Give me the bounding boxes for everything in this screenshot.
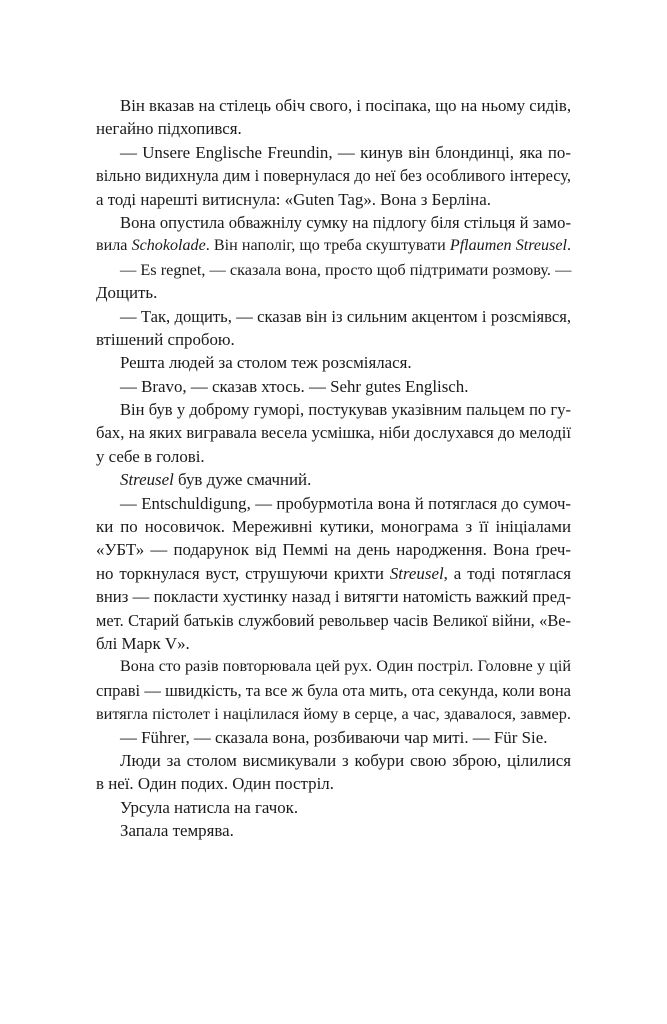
text-line: втішений спробою.	[96, 329, 235, 349]
text-span: , а тоді потяглася	[443, 563, 571, 583]
italic-text: Pflaumen Streusel	[449, 237, 567, 255]
text-line	[96, 562, 571, 585]
text-line: мет. Старий батьків службовий револьвер часів Великої війни, «Ве-	[96, 610, 571, 630]
text-line: — Entschuldigung, — пробурмотіла вона й потяглася до сумоч-	[120, 493, 571, 513]
text-line: — Es regnet, — сказала вона, просто щоб підтримати розмову. —	[120, 259, 572, 279]
text-line: в неї. Один подих. Один постріл.	[96, 774, 334, 794]
italic-text: Streusel	[120, 470, 174, 490]
text-line	[96, 234, 571, 257]
text-line: Люди за столом висмикували з кобури свою зброю, цілилися	[120, 750, 571, 770]
text-line: Вона опустила обважнілу сумку на підлогу біля стільця й замо-	[120, 212, 571, 232]
book-page	[96, 94, 571, 843]
text-line: Урсула натисла на гачок.	[120, 797, 299, 817]
text-line: у себе в голові.	[96, 446, 205, 466]
text-line: вільно видихнула дим і повернулася до неї без особливого інтересу,	[96, 166, 571, 186]
italic-text: Schokolade	[131, 237, 206, 255]
text-line	[96, 468, 571, 491]
text-line: Решта людей за столом теж розсміялася.	[120, 353, 412, 373]
text-line: Він вказав на стілець обіч свого, і посіпака, що на ньому сидів,	[120, 96, 572, 115]
text-line: Він був у доброму гуморі, постукував указівним пальцем по гу-	[120, 400, 571, 420]
text-line: — Так, дощить, — сказав він із сильним акцентом і розсміявся,	[120, 306, 571, 326]
text-span: .	[566, 237, 571, 255]
text-span: був дуже смачний.	[173, 470, 312, 490]
text-line: Дощить.	[96, 283, 158, 303]
text-line: Запала темрява.	[120, 821, 234, 841]
text-line: Вона сто разів повторювала цей рух. Один постріл. Головне у цій	[120, 658, 571, 676]
text-line: вниз — покласти хустинку назад і витягти натомість важкий пред-	[96, 587, 571, 607]
text-line: а тоді нарешті витиснула: «Guten Tag». Вона з Берліна.	[96, 189, 491, 209]
text-line: ки по носовичок. Мереживні кутики, монограма з її ініціалами	[96, 517, 571, 537]
text-line: справі — швидкість, та все ж була ота мить, ота секунда, коли вона	[96, 680, 571, 700]
text-line: витягла пістолет і націлилася йому в серце, а час, здавалося, завмер.	[96, 704, 571, 724]
text-line: — Führer, — сказала вона, розбиваючи чар миті. — Für Sie.	[120, 727, 548, 747]
text-span: но торкнулася вуст, струшуючи крихти	[96, 563, 390, 583]
text-line: «УБТ» — подарунок від Пеммі на день народження. Вона ґреч-	[96, 540, 571, 560]
text-line: блі Марк V».	[96, 633, 190, 653]
text-span: вила	[96, 237, 132, 255]
text-line: — Bravo, — сказав хтось. — Sehr gutes Englisch.	[120, 376, 469, 396]
text-line: — Unsere Englische Freundin, — кинув він блондинці, яка по-	[120, 142, 571, 162]
text-span: . Він наполіг, що треба скуштувати	[205, 237, 450, 255]
text-line: негайно підхопився.	[96, 119, 242, 139]
italic-text: Streusel	[389, 563, 444, 583]
text-line: бах, на яких вигравала весела усмішка, ніби дослухався до мелодії	[96, 423, 571, 443]
